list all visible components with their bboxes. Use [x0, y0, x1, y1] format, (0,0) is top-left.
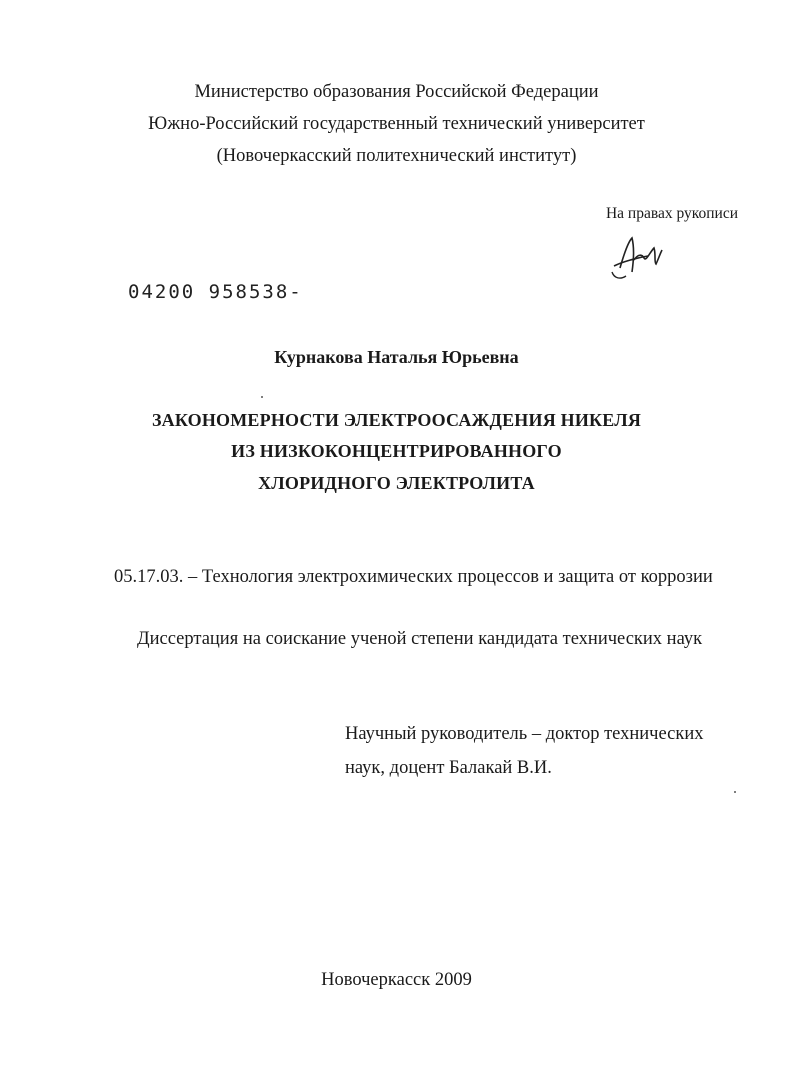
university-name: Южно-Российский государственный технический университет	[148, 114, 645, 134]
rights-note: На правах рукописи	[605, 205, 738, 222]
supervisor-line-1: Научный руководитель – доктор технических	[345, 724, 704, 744]
institute-name: (Новочеркасский политехнический институт)	[216, 146, 577, 166]
ministry-name: Министерство образования Российской Федерации	[194, 82, 599, 102]
title-line-3: ХЛОРИДНОГО ЭЛЕКТРОЛИТА	[258, 473, 535, 493]
supervisor-line-2: наук, доцент Балакай В.И.	[345, 758, 552, 778]
degree: Диссертация на соискание ученой степени кандидата технических наук	[137, 629, 703, 649]
specialty: 05.17.03. – Технология электрохимических процессов и защита от коррозии	[114, 567, 713, 587]
speck	[261, 396, 263, 398]
registration-number: 04200 958538-	[128, 281, 303, 303]
title-line-1: ЗАКОНОМЕРНОСТИ ЭЛЕКТРООСАЖДЕНИЯ НИКЕЛЯ	[151, 410, 642, 430]
author-name: Курнакова Наталья Юрьевна	[274, 347, 519, 367]
supervisor-block	[345, 717, 737, 785]
city-year: Новочеркасск 2009	[321, 970, 472, 990]
signature	[604, 232, 664, 284]
speck	[734, 791, 736, 793]
title-line-2: ИЗ НИЗКОКОНЦЕНТРИРОВАННОГО	[231, 441, 562, 461]
